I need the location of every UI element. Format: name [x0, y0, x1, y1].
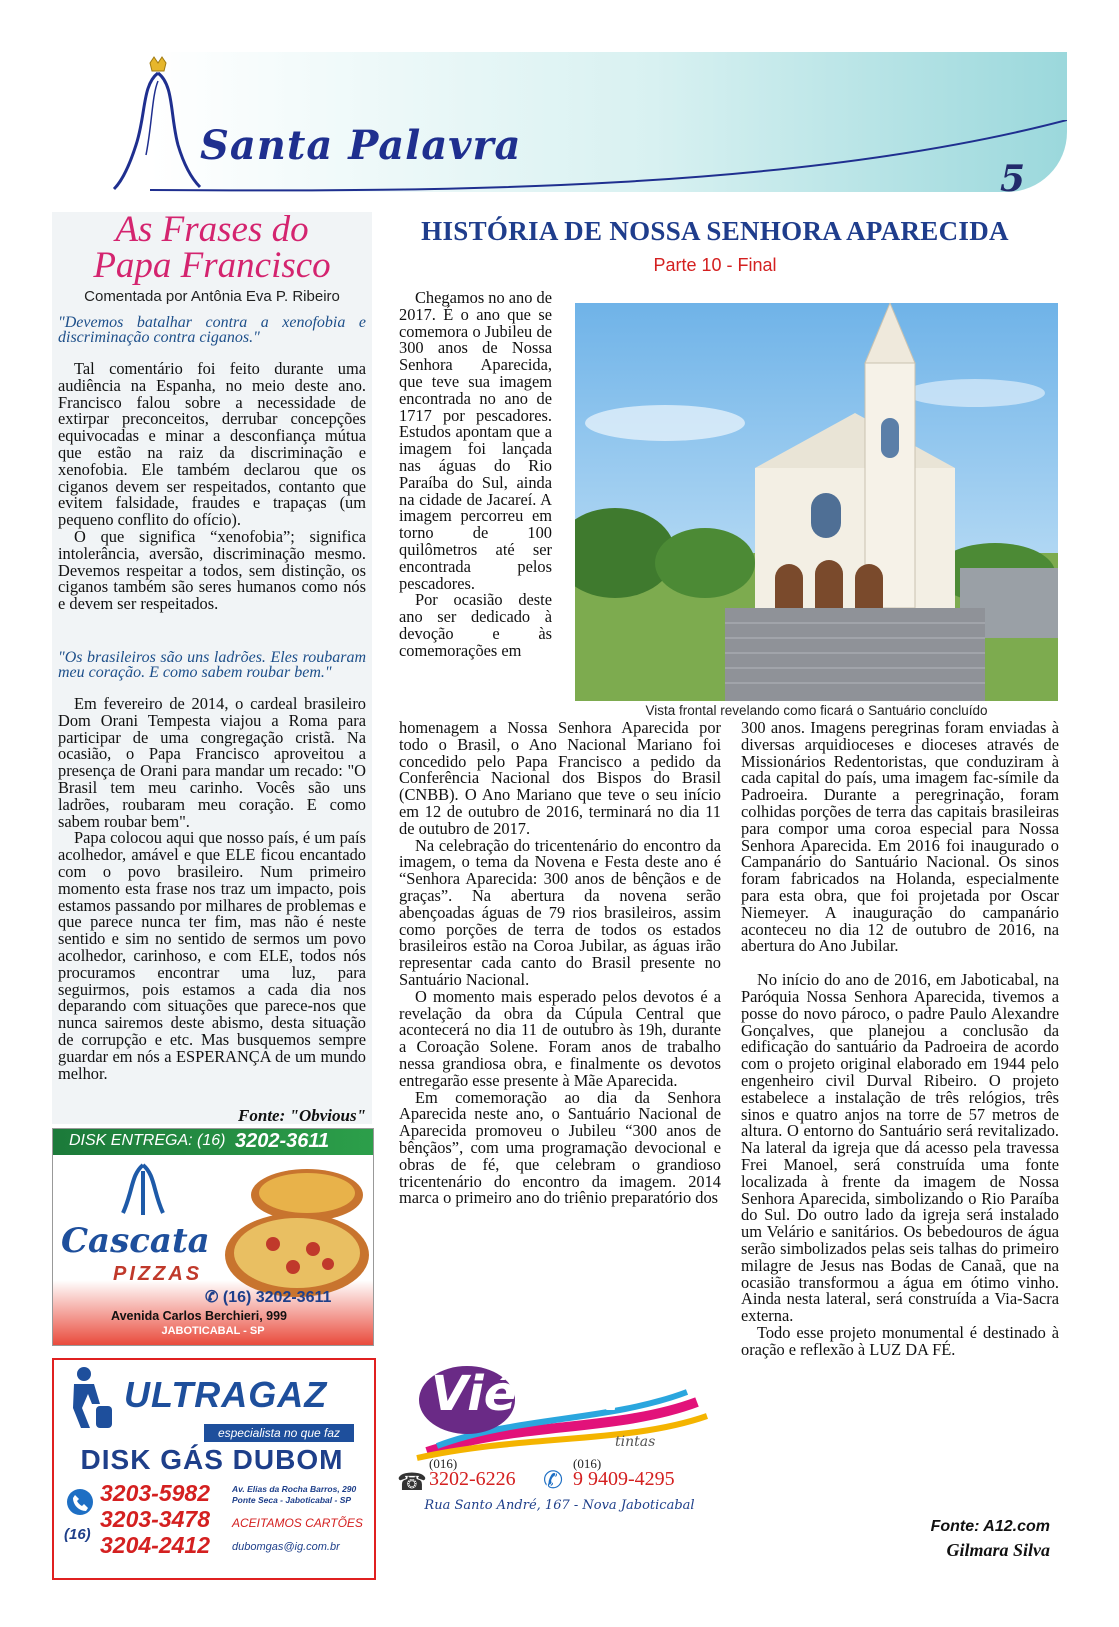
- ad-viezzer-phone2: 9 9409-4295: [573, 1468, 675, 1490]
- ad-viezzer-area1: (016): [429, 1456, 458, 1471]
- paragraph: Em comemoração ao dia da Senhora Aparecida neste ano, o Santuário Nacional de Aparecida promoveu o Jubileu “300 anos de bênçãos”, com uma programação devocional e obras de fé, que celebram o grandioso tricentenário do encontro da imagem. 2014 marca o primeiro ano do triênio preparatório dos: [399, 1087, 721, 1208]
- virgin-logo-icon: [112, 55, 202, 195]
- article-author: Gilmara Silva: [946, 1540, 1050, 1560]
- paragraph: Papa colocou aqui que nosso país, é um país acolhedor, amável e que ELE ficou encantado com o povo brasileiro. Num primeiro momento esta frase nos traz um impacto, pois estamos passando por milhares de problemas e que parece nunca ter fim, mas não é neste sentido e sim no sentido de sermos um povo acolhedor, carinhoso, e com ELE, todos nós procuramos encontrar uma luz, para seguirmos, pois estamos a cada dia nos deparando com situações que parece-nos que nunca sairemos deste abismo, desta situação de corrupção e etc. Mas busquemos sempre guardar em nós a ESPERANÇA de um mundo melhor.: [58, 828, 366, 1083]
- phone-icon: ✆: [205, 1289, 223, 1306]
- ad-ultragaz-address: Av. Elias da Rocha Barros, 290 Ponte Seca - Jaboticabal - SP: [232, 1484, 357, 1505]
- newspaper-title: Santa Palavra: [200, 122, 522, 169]
- ad-cascata-sub: PIZZAS: [113, 1263, 203, 1285]
- sanctuary-photo: [575, 303, 1058, 701]
- phone-number: 3203-5982: [100, 1480, 210, 1506]
- article-title: HISTÓRIA DE NOSSA SENHORA APARECIDA: [421, 216, 1009, 246]
- frases-heading-line1: As Frases do: [115, 209, 309, 250]
- paragraph-continuation: homenagem a Nossa Senhora Aparecida por todo o Brasil, o Ano Nacional Mariano foi concedido pelo Papa Francisco a pedido da Conferência Nacional dos Bispos do Brasil (CNBB). O Ano Mariano que teve o seu início em 12 de outubro de 2016, terminará no dia 11 de outubro de 2017.: [399, 718, 721, 838]
- paragraph-continuation: 300 anos. Imagens peregrinas foram enviadas à diversas arquidioceses e dioceses através de Missionários Redentoristas, que conduziram à cada capital do país, uma imagem fac-símile da Padroeira. Durante a peregrinação, foram colhidas porções de terra das capitais brasileiras para compor uma coroa especial para Nossa Senhora Aparecida. Em 2016 foi inaugurado o Campanário do Santuário Nacional. Os sinos foram fabricados na Holanda, especialmente para esta obra, que foi projetada por Oscar Niemeyer. A inauguração do campanário aconteceu no dia 12 de outubro de 2016, na abertura do Ano Jubilar.: [741, 718, 1059, 956]
- quote-brasileiros: "Os brasileiros são uns ladrões. Eles roubaram meu coração. E como sabem roubar bem.": [58, 649, 366, 681]
- ad-viezzer-brand: Viézzer: [431, 1366, 629, 1422]
- article-subtitle: Parte 10 - Final: [653, 255, 777, 275]
- article-source: Fonte: A12.com: [930, 1518, 1050, 1535]
- article-column1-bottom: [399, 720, 721, 1207]
- frases-heading: [52, 209, 372, 286]
- article-column2: [741, 720, 1059, 1358]
- ad-ultragaz-headline: DISK GÁS DUBOM: [80, 1444, 344, 1475]
- paragraph: No início do ano de 2016, em Jaboticabal, na Paróquia Nossa Senhora Aparecida, tivemos a posse do novo pároco, o padre Paulo Alexandre Gonçalves, que planejou a conclusão da edificação do santuário da Padroeira de acordo com o projeto original elaborado em 1944 pelo engenheiro civil Durval Ribeiro. O projeto estabelece a instalação de três relógios, três sinos e quatro anjos na torre de 57 metros de altura. O entorno do Santuário será revitalizado. Na lateral da igreja que dá acesso pela travessa Frei Manoel, será construída uma fonte localizada à frente da imagem de Nossa Senhora Aparecida, simbolizando o Rio Paraíba do Sul. Do outro lado da igreja será instalado um Velário e sanitários. Os bebedouros de água serão simbolizados pelas seis talhas do primeiro milagre de Jesus nas Bodas de Canaã, que na ocasião transformou a água em ótimo vinho. Ainda nesta lateral, será construída a Via-Sacra externa.: [741, 970, 1059, 1326]
- paragraph: Em fevereiro de 2014, o cardeal brasileiro Dom Orani Tempesta viajou a Roma para participar de uma congregação cristã. Na ocasião, o Papa Francisco aproveitou a presença de Orani para mandar um recado: "O Brasil tem meu carinho. Vocês são uns ladrões, roubaram meu coração. E como sabem roubar bem".: [58, 694, 366, 831]
- ad-ultragaz: [52, 1358, 376, 1580]
- frases-body-2: [58, 696, 366, 1082]
- ad-cascata-topbar: [53, 1129, 373, 1155]
- page-number: 5: [1000, 158, 1026, 200]
- ad-cascata-delivery-label: DISK ENTREGA: (16): [69, 1132, 226, 1149]
- frases-author: Comentada por Antônia Eva P. Ribeiro: [84, 288, 340, 305]
- frases-body-1: [58, 361, 366, 613]
- telephone-icon: ☎: [397, 1470, 427, 1496]
- ad-ultragaz-area-code: (16): [64, 1526, 91, 1543]
- paragraph: Na celebração do tricentenário do encontro da imagem, o tema da Novena e Festa deste ano é “Senhora Aparecida: 300 anos de bênçãos e de graças”. Na abertura da novena serão abençoadas águas de 79 rios brasileiros, assim como porções de terra de todos os estados brasileiros estão na Coroa Jubilar, as águas irão representar cada canto do Brasil presente no Santuário Nacional.: [399, 835, 721, 989]
- ad-cascata-pizzas: [52, 1128, 374, 1346]
- ad-viezzer-area2: (016): [573, 1456, 602, 1471]
- ad-cascata-brand: Cascata: [61, 1221, 210, 1261]
- paragraph: Por ocasião deste ano ser dedicado à devoção e às comemorações em: [399, 590, 552, 660]
- ad-cascata-city: JABOTICABAL - SP: [161, 1325, 265, 1337]
- ad-viezzer: [397, 1352, 722, 1578]
- ad-ultragaz-brand: ULTRAGAZ: [124, 1374, 328, 1415]
- frases-source: Fonte: "Obvious": [238, 1106, 366, 1125]
- ad-viezzer-address: Rua Santo André, 167 - Nova Jaboticabal: [424, 1498, 695, 1513]
- ad-ultragaz-tagline: especialista no que faz: [204, 1424, 354, 1442]
- paragraph: O momento mais esperado pelos devotos é a revelação da obra da Cúpula Central que acontecerá no dia 11 de outubro às 19h, durante a Coroação Solene. Foram anos de trabalho nessa grandiosa obra, e finalmente os devotos entregarão esse presente à Mãe Aparecida.: [399, 986, 721, 1090]
- ad-cascata-address: Avenida Carlos Berchieri, 999: [111, 1309, 288, 1323]
- delivery-man-icon: [60, 1366, 120, 1432]
- ad-viezzer-phone1: 3202-6226: [429, 1468, 516, 1490]
- paragraph: Todo esse projeto monumental é destinado à oração e reflexão à LUZ DA FÉ.: [741, 1322, 1059, 1359]
- ad-ultragaz-phones: [100, 1480, 210, 1558]
- cascata-logo-icon: [113, 1161, 173, 1219]
- frases-heading-line2: Papa Francisco: [93, 245, 331, 286]
- phone-number: 3204-2412: [100, 1532, 210, 1558]
- phone-icon: [66, 1488, 94, 1516]
- mobile-phone-icon: ✆: [543, 1468, 564, 1494]
- ad-viezzer-sub: tintas: [615, 1434, 656, 1450]
- paragraph: Tal comentário foi feito durante uma audiência na Espanha, no meio deste ano. Francisco falou sobre a necessidade de extirpar preconceitos, derrubar concepções equivocadas e minar a desconfiança mútua que estão na raiz da discriminação e xenofobia. Ele também declarou que os ciganos devem ser respeitados, contanto que evitem falsidade, fraudes e trapaças (um pequeno conflito do ofício).: [58, 359, 366, 530]
- paragraph: Chegamos no ano de 2017. É o ano que se comemora o Jubileu de 300 anos de Nossa Senhora Aparecida, que teve sua imagem encontrada no ano de 1717 por pescadores. Estudos apontam que a imagem foi lançada nas águas do Rio Paraíba do Sul, ainda na cidade de Jacareí. A imagem percorreu em torno de 100 quilômetros até ser encontrada pelos pescadores.: [399, 288, 553, 593]
- quote-xenofobia: "Devemos batalhar contra a xenofobia e discriminação contra ciganos.": [58, 314, 366, 346]
- article-column1-top: [399, 290, 552, 660]
- ad-cascata-phone: ✆ (16) 3202-3611: [205, 1289, 332, 1306]
- paragraph: O que significa “xenofobia”; significa intolerância, aversão, discriminação mesmo. Devemos respeitar a todos, sem distinção, os ciganos também são seres humanos como nós e devem ser respeitados.: [58, 526, 366, 614]
- ad-ultragaz-cards: ACEITAMOS CARTÕES: [232, 1516, 363, 1530]
- photo-caption: Vista frontal revelando como ficará o Santuário concluído: [645, 703, 988, 718]
- ad-cascata-top-phone: 3202-3611: [235, 1130, 330, 1152]
- ad-ultragaz-email: dubomgas@ig.com.br: [232, 1541, 340, 1553]
- phone-number: 3203-3478: [100, 1506, 210, 1532]
